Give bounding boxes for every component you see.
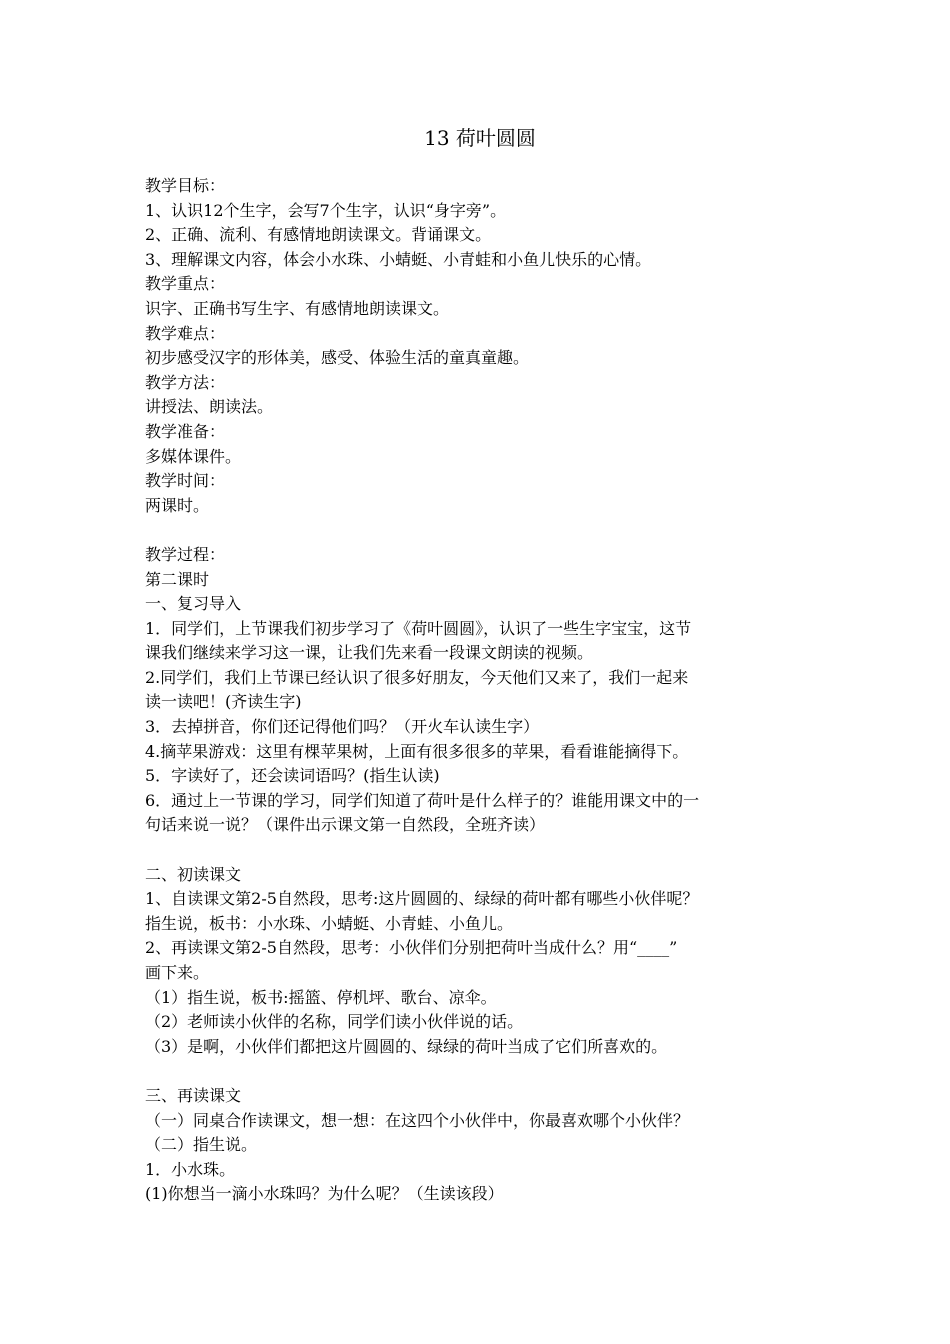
text-line: 教学过程： [145, 544, 226, 564]
text-line: 教学时间： [145, 471, 226, 491]
text-line: 识字、正确书写生字、有感情地朗读课文。 [145, 298, 450, 318]
document-page [145, 124, 815, 1207]
text-line: 两课时。 [145, 495, 210, 515]
text-line: 6．通过上一节课的学习，同学们知道了荷叶是什么样子的？谁能用课文中的一 [145, 790, 700, 810]
blank-line [145, 838, 815, 863]
text-line: 教学重点： [145, 274, 226, 294]
text-line: 教学方法： [145, 372, 226, 392]
text-line: 2.同学们，我们上节课已经认识了很多好朋友，今天他们又来了，我们一起来 [145, 667, 689, 687]
text-line: 二、初读课文 [145, 864, 242, 884]
text-line: 课我们继续来学习这一课，让我们先来看一段课文朗读的视频。 [145, 643, 594, 663]
text-line: 2、正确、流利、有感情地朗读课文。背诵课文。 [145, 225, 492, 245]
text-line: 指生说，板书：小水珠、小蜻蜓、小青蛙、小鱼儿。 [145, 913, 514, 933]
text-line: 初步感受汉字的形体美，感受、体验生活的童真童趣。 [145, 348, 530, 368]
text-line: （一）同桌合作读课文，想一想：在这四个小伙伴中，你最喜欢哪个小伙伴？ [145, 1110, 690, 1130]
text-line: 教学准备： [145, 421, 226, 441]
text-line: 三、再读课文 [145, 1085, 242, 1105]
lesson-title: 13 荷叶圆圆 [424, 126, 536, 150]
text-line: （2）老师读小伙伴的名称，同学们读小伙伴说的话。 [145, 1012, 524, 1032]
text-line: 3、理解课文内容，体会小水珠、小蜻蜓、小青蛙和小鱼儿快乐的心情。 [145, 249, 652, 269]
text-line: 4.摘苹果游戏：这里有棵苹果树，上面有很多很多的苹果，看看谁能摘得下。 [145, 741, 689, 761]
text-line: （3）是啊，小伙伴们都把这片圆圆的、绿绿的荷叶当成了它们所喜欢的。 [145, 1036, 668, 1056]
text-line: （二）指生说。 [145, 1135, 258, 1155]
text-line: 2、再读课文第2-5自然段，思考：小伙伴们分别把荷叶当成什么？用“____” [145, 938, 678, 958]
text-line: 教学难点： [145, 323, 226, 343]
text-line: （1）指生说，板书:摇篮、停机坪、歌台、凉伞。 [145, 987, 497, 1007]
text-line: 1、自读课文第2-5自然段，思考:这片圆圆的、绿绿的荷叶都有哪些小伙伴呢？ [145, 889, 699, 909]
text-line: 1．同学们，上节课我们初步学习了《荷叶圆圆》，认识了一些生字宝宝，这节 [145, 618, 692, 638]
text-line: 一、复习导入 [145, 594, 242, 614]
lesson-body [145, 174, 815, 1207]
blank-line [145, 1059, 815, 1084]
blank-line [145, 518, 815, 543]
text-line: (1)你想当一滴小水珠吗？为什么呢？（生读该段） [145, 1184, 504, 1204]
text-line: 句话来说一说？（课件出示课文第一自然段，全班齐读） [145, 815, 546, 835]
text-line: 教学目标： [145, 176, 226, 195]
text-line: 多媒体课件。 [145, 446, 242, 466]
text-line: 读一读吧！(齐读生字) [145, 692, 302, 712]
text-line: 讲授法、朗读法。 [145, 397, 274, 417]
text-line: 第二课时 [145, 569, 210, 589]
text-line: 1．小水珠。 [145, 1159, 236, 1179]
text-line: 3．去掉拼音，你们还记得他们吗？（开火车认读生字） [145, 717, 540, 737]
text-line: 画下来。 [145, 963, 210, 982]
text-line: 5．字读好了，还会读词语吗？(指生认读) [145, 766, 440, 786]
text-line: 1、认识12个生字，会写7个生字，认识“身字旁”。 [145, 200, 507, 220]
